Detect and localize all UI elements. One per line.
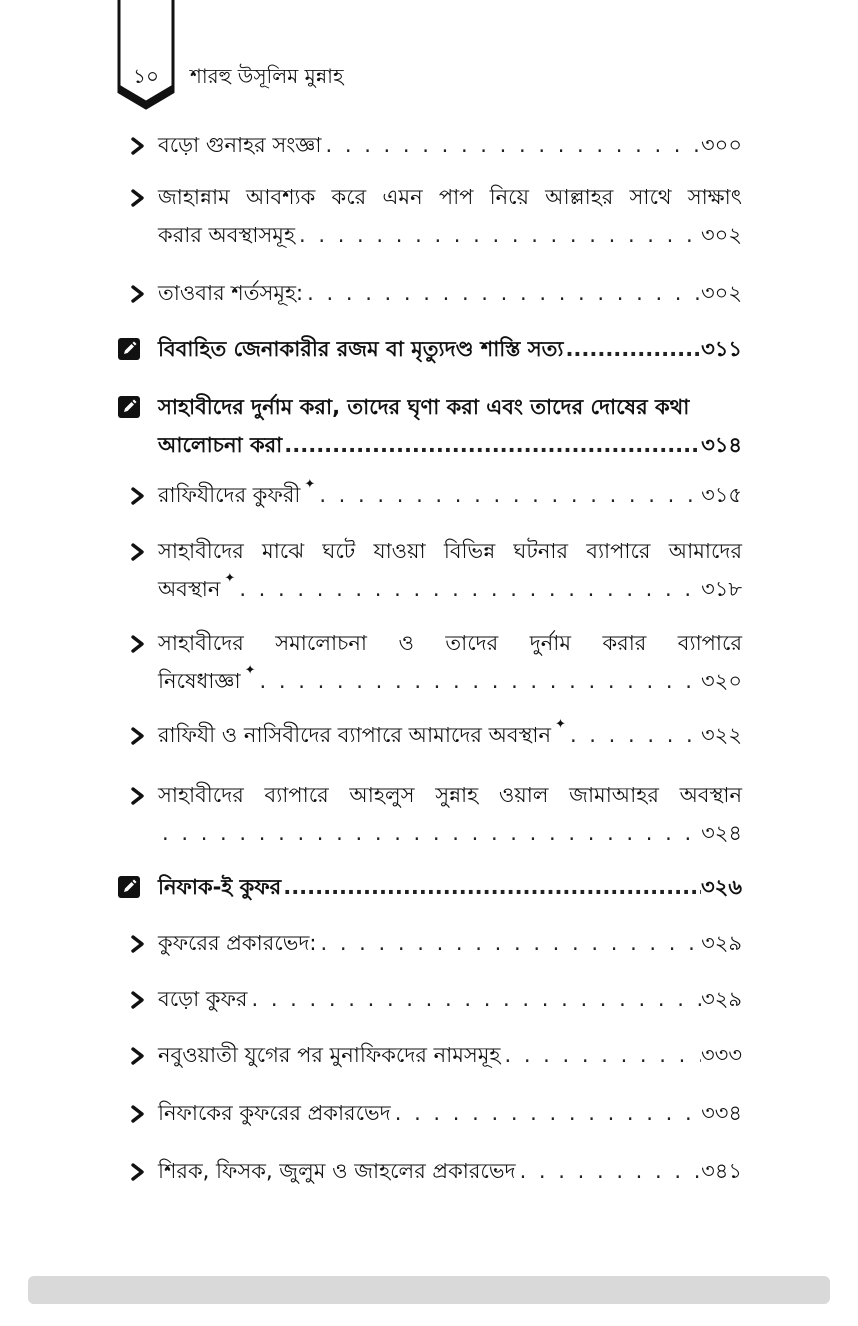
dot-leader [563,334,701,364]
toc-entry-title-line: সাহাবীদের ব্যাপারে আহলুস সুন্নাহ ওয়াল জামাআহর অবস্থান [158,783,742,807]
dot-leader [158,818,701,848]
dot-leader [282,430,701,460]
toc-entry-title-line: নিফাক-ই কুফর [158,875,282,899]
toc-entry[interactable] [130,536,742,612]
page-number-tab [116,0,176,110]
edit-pencil-icon [118,392,140,418]
toc-entry-title-line: নিফাকের কুফরের প্রকারভেদ [158,1101,391,1125]
toc-page-number: ৩২৯ [701,987,742,1011]
toc-section-entry[interactable] [118,392,742,468]
dot-leader [316,928,701,958]
toc-page-number: ৩২২ [701,723,742,747]
chevron-right-icon [130,1156,152,1182]
chevron-right-icon [130,278,152,304]
dot-leader [295,220,701,250]
toc-page-number: ৩৪১ [701,1159,742,1183]
toc-page-number: ৩১৮ [701,577,742,601]
toc-page-number: ৩১৪ [701,433,742,457]
footer-ornament-band [28,1268,830,1312]
page-number: ১০ [133,64,159,88]
chevron-right-icon [130,780,152,806]
toc-page-number: ৩২৬ [701,875,742,899]
toc-entry[interactable] [130,717,742,758]
chevron-right-icon [130,928,152,954]
chevron-right-icon [130,984,152,1010]
toc-page-number: ৩১৫ [701,483,742,507]
toc-entry-title-line: সাহাবীদের দুর্নাম করা, তাদের ঘৃণা করা এবং তাদের দোষের কথা [158,395,690,419]
toc-entry-title-line: অবস্থান [158,577,221,601]
toc-entry-title-line: রাফিযীদের কুফরী [158,483,301,507]
dot-leader [303,278,701,308]
edit-pencil-icon [118,872,140,898]
toc-entry-title-line: বড়ো গুনাহর সংজ্ঞা [158,133,322,157]
toc-entry-title-line: বিবাহিত জেনাকারীর রজম বা মৃত্যুদণ্ড শাস্তি সত্য [158,337,564,361]
bookmark-tab-shape [116,0,176,110]
dot-leader [500,1040,701,1070]
toc-entry[interactable] [130,780,742,856]
dot-leader [566,720,701,750]
toc-entry[interactable] [130,278,742,316]
toc-page-number: ৩২৪ [701,821,742,845]
chevron-right-icon [130,628,152,654]
toc-page-number: ৩০২ [701,223,742,247]
toc-entry[interactable] [130,477,742,518]
toc-entry[interactable] [130,1156,742,1194]
toc-page-number: ৩৩৩ [701,1043,742,1067]
chevron-right-icon [130,536,152,562]
chevron-right-icon [130,130,152,156]
toc-entry-title-line: সাহাবীদের সমালোচনা ও তাদের দুর্নাম করার ব্যাপারে [158,631,742,655]
dot-leader [315,480,701,510]
toc-entry[interactable] [130,1098,742,1136]
toc-section-entry[interactable] [118,334,742,372]
sparkle-icon: ✦ [304,477,316,492]
chevron-right-icon [130,1040,152,1066]
sparkle-icon: ✦ [224,571,236,586]
toc-page-number: ৩০২ [701,281,742,305]
sparkle-icon: ✦ [555,717,566,732]
toc-entry-title-line: করার অবস্থাসমূহ [158,223,295,247]
toc-entry[interactable] [130,130,742,168]
toc-page-number: ৩১১ [701,337,742,361]
toc-section-entry[interactable] [118,872,742,910]
toc-entry-title-line: তাওবার শর্তসমূহ: [158,281,304,305]
toc-page-number: ৩২০ [701,669,742,693]
toc-entry-title-line: জাহান্নাম আবশ্যক করে এমন পাপ নিয়ে আল্লাহর সাথে সাক্ষাৎ [158,185,742,209]
dot-leader [281,872,701,902]
dot-leader [235,574,701,604]
book-title: শারহু উসূলিম মুন্নাহ [190,64,344,88]
toc-page-number: ৩৩৪ [701,1101,742,1125]
edit-pencil-icon [118,334,140,360]
toc-entry-title-line: রাফিযী ও নাসিবীদের ব্যাপারে আমাদের অবস্থান [158,723,552,747]
toc-entry-title-line: বড়ো কুফর [158,987,248,1011]
toc-entry[interactable] [130,1040,742,1078]
toc-entry-title-line: নবুওয়াতী যুগের পর মুনাফিকদের নামসমূহ [158,1043,501,1067]
dot-leader [322,130,702,160]
toc-entry[interactable] [130,182,742,258]
toc-entry-title-line: কুফরের প্রকারভেদ: [158,931,317,955]
sparkle-icon: ✦ [244,663,256,678]
dot-leader [391,1098,701,1128]
chevron-right-icon [130,480,152,506]
chevron-right-icon [130,1098,152,1124]
chevron-right-icon [130,182,152,208]
toc-entry-title-line: শিরক, ফিসক, জুলুম ও জাহলের প্রকারভেদ [158,1159,516,1183]
dot-leader [247,984,701,1014]
toc-page-number: ৩০০ [701,133,742,157]
toc-entry-title-line: নিষেধাজ্ঞা [158,669,241,693]
toc-entry-title-line: আলোচনা করা [158,433,283,457]
toc-entry[interactable] [130,984,742,1022]
toc-entry[interactable] [130,628,742,704]
toc-page-number: ৩২৯ [701,931,742,955]
dot-leader [256,666,702,696]
toc-entry[interactable] [130,928,742,966]
dot-leader [516,1156,702,1186]
toc-entry-title-line: সাহাবীদের মাঝে ঘটে যাওয়া বিভিন্ন ঘটনার ব্যাপারে আমাদের [158,539,742,563]
chevron-right-icon [130,720,152,746]
